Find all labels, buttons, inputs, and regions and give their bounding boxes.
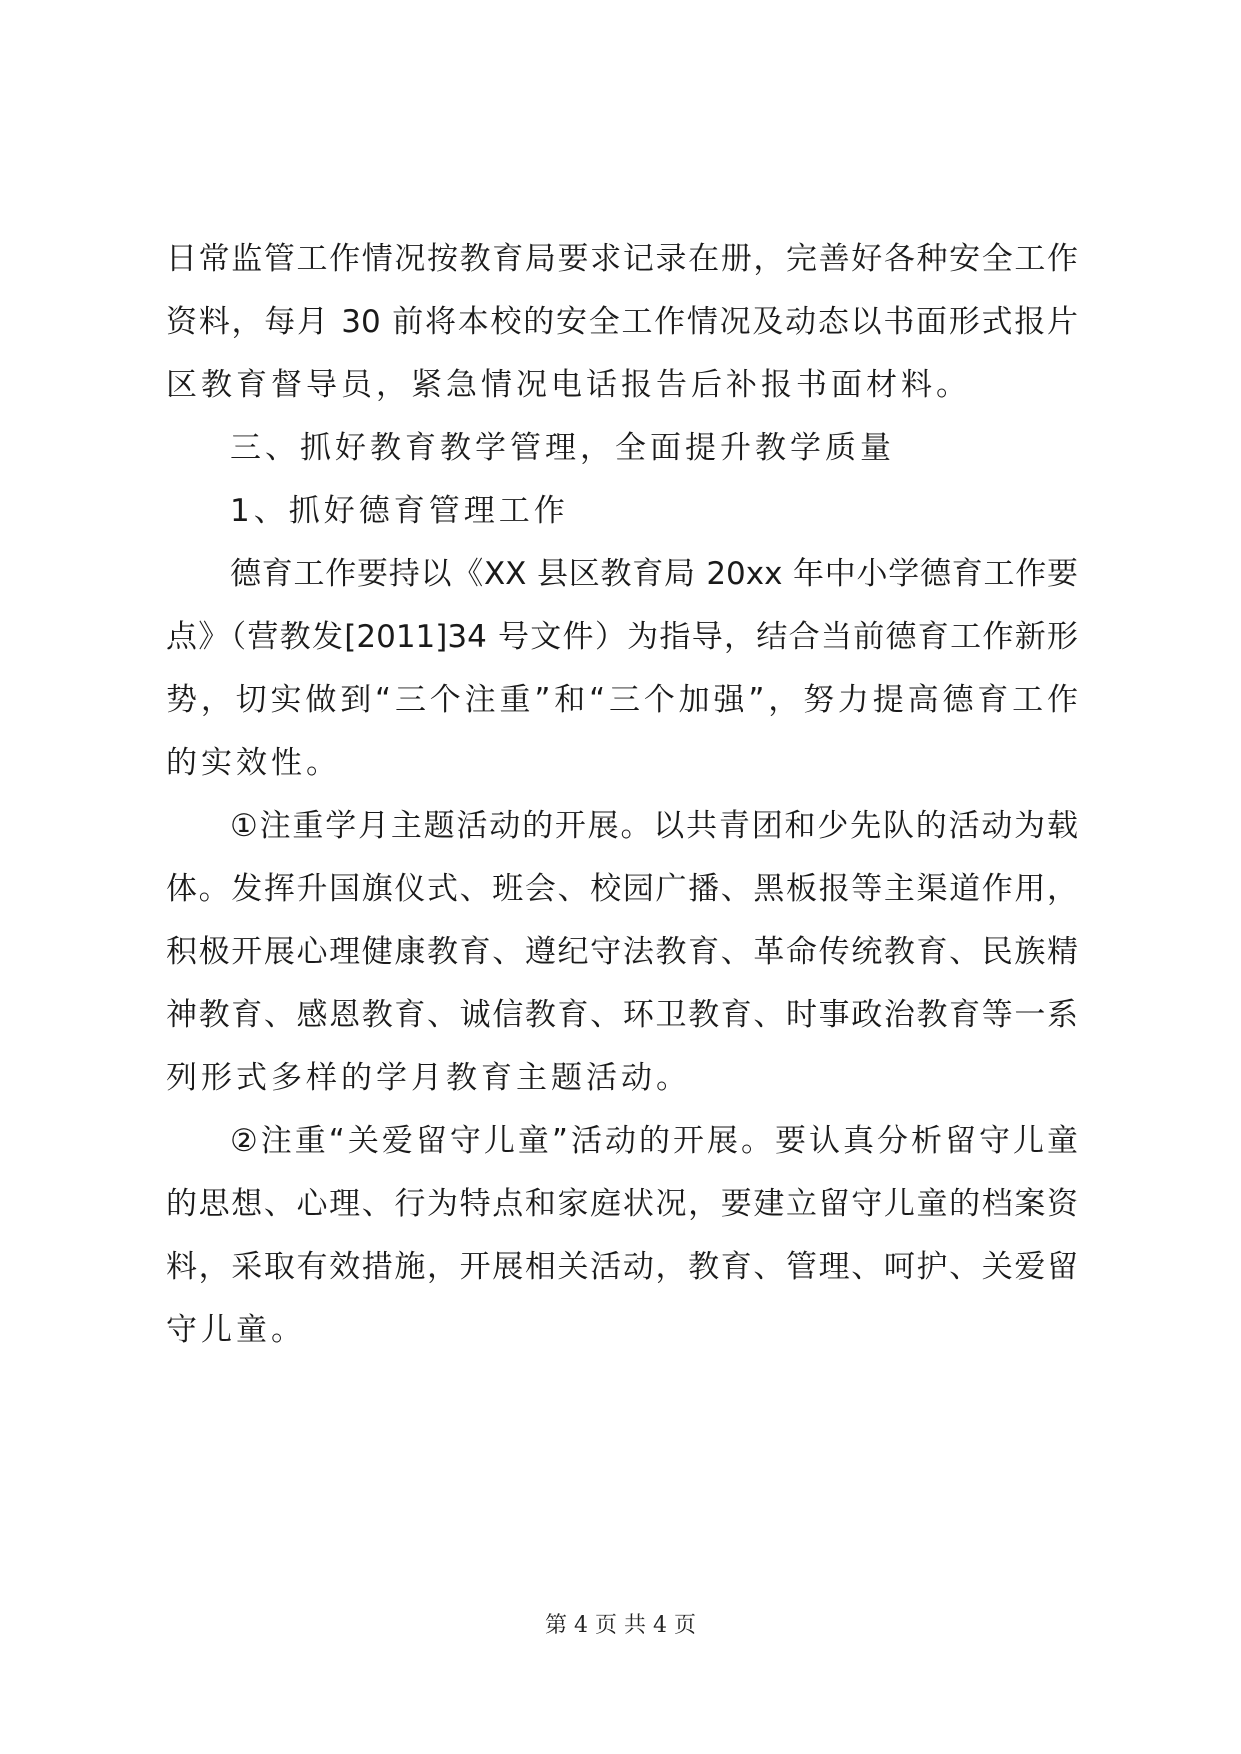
text-line: 势，切实做到“三个注重”和“三个加强”，努力提高德育工作 [166,682,1078,718]
text-line: 守儿童。 [166,1312,306,1348]
text-line: 1、抓好德育管理工作 [230,493,569,529]
text-line: 的实效性。 [166,745,341,781]
text-line: 积极开展心理健康教育、遵纪守法教育、革命传统教育、民族精 [166,934,1078,970]
section-heading [166,417,1078,480]
text-line: ②注重“关爱留守儿童”活动的开展。要认真分析留守儿童 [230,1123,1078,1159]
paragraph [166,228,1078,417]
page-number-footer: 第 4 页 共 4 页 [545,1613,696,1638]
paragraph [166,1110,1078,1362]
text-line: 的思想、心理、行为特点和家庭状况，要建立留守儿童的档案资 [166,1186,1078,1222]
subsection-heading [166,480,1078,543]
text-line: 资料，每月 30 前将本校的安全工作情况及动态以书面形式报片 [166,304,1078,340]
text-line: 区教育督导员，紧急情况电话报告后补报书面材料。 [166,367,971,403]
text-line: 神教育、感恩教育、诚信教育、环卫教育、时事政治教育等一系 [166,997,1078,1033]
paragraph [166,795,1078,1110]
text-line: 点》（营教发[2011]34 号文件）为指导，结合当前德育工作新形 [166,619,1078,655]
text-line: 三、抓好教育教学管理，全面提升教学质量 [230,430,895,466]
text-line: 德育工作要持以《XX 县区教育局 20xx 年中小学德育工作要 [230,556,1078,592]
text-line: 日常监管工作情况按教育局要求记录在册，完善好各种安全工作 [166,241,1078,277]
text-line: 列形式多样的学月教育主题活动。 [166,1060,691,1096]
document-body [166,228,1078,1362]
text-line: 体。发挥升国旗仪式、班会、校园广播、黑板报等主渠道作用， [166,871,1078,907]
text-line: ①注重学月主题活动的开展。以共青团和少先队的活动为载 [230,808,1078,844]
paragraph [166,543,1078,795]
text-line: 料，采取有效措施，开展相关活动，教育、管理、呵护、关爱留 [166,1249,1078,1285]
